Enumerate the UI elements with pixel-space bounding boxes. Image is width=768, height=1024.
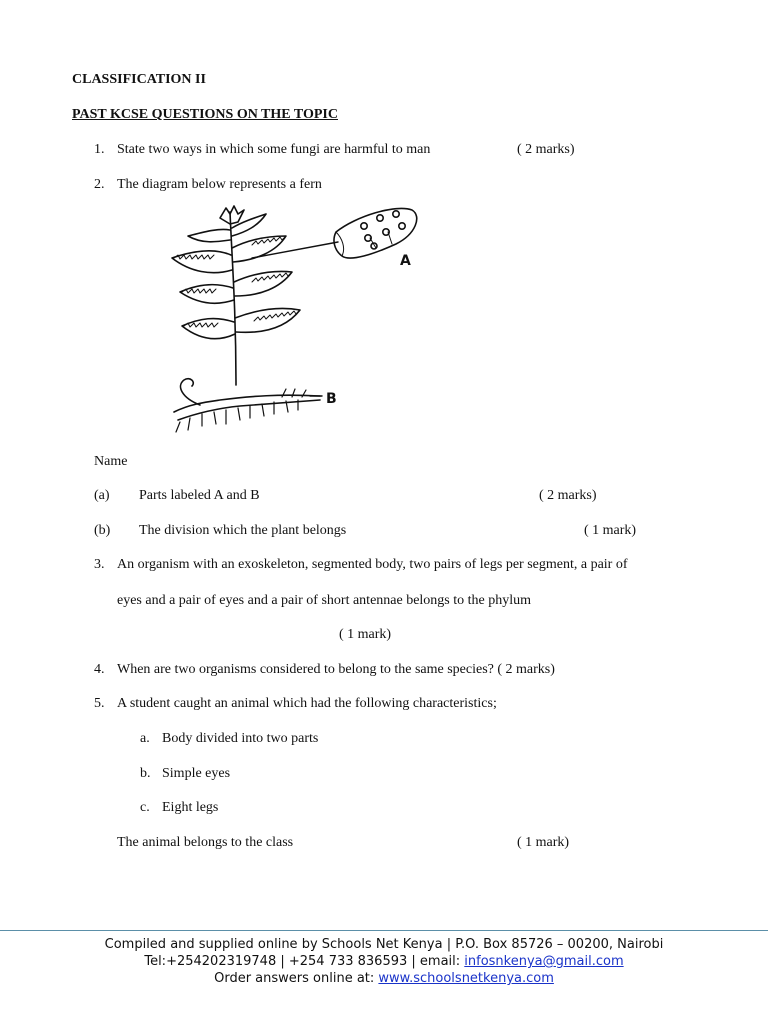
frond-left-1 [188,229,230,241]
q2a-letter: (a) [94,488,110,503]
section-heading: PAST KCSE QUESTIONS ON THE TOPIC [72,107,338,122]
q2a-marks: ( 2 marks) [539,488,597,503]
email-link[interactable]: infosnkenya@gmail.com [464,954,624,969]
q2b-text: The division which the plant belongs [139,523,347,538]
q2a-text: Parts labeled A and B [139,488,260,503]
footer-line1: Compiled and supplied online by Schools Net Kenya | P.O. Box 85726 – 00200, Nairobi [104,937,664,952]
q4-text: When are two organisms considered to belong to the same species? ( 2 marks) [117,662,555,677]
q5-item-text: Body divided into two parts [162,731,319,746]
q3-number: 3. [94,557,105,572]
frond-left-4 [182,319,235,339]
page-title: CLASSIFICATION II [72,72,206,87]
footer-order-text: Order answers online at: [214,971,379,986]
q5-item-text: Eight legs [162,800,219,815]
frond-right-4 [235,308,300,332]
q3-line2: eyes and a pair of eyes and a pair of short antennae belongs to the phylum [117,593,532,608]
q2b-letter: (b) [94,523,111,538]
q5-text: A student caught an animal which had the following characteristics; [117,696,497,711]
q5-marks: ( 1 mark) [517,835,570,850]
frond-left-2 [172,251,232,273]
q3-marks: ( 1 mark) [339,627,392,642]
label-a: A [400,253,411,269]
q5-item-text: Simple eyes [162,766,231,781]
footer-divider [0,930,768,931]
label-b: B [326,391,337,407]
footer-contact [0,953,768,970]
frond-left-3 [180,285,234,304]
fern-diagram [160,200,430,450]
fern-tip [220,206,244,224]
q2-number: 2. [94,177,105,192]
q5-item-letter: b. [140,766,151,781]
q5-item-letter: a. [140,731,150,746]
q5-class-text: The animal belongs to the class [117,835,294,850]
q1-marks: ( 2 marks) [517,142,575,157]
q2b-marks: ( 1 mark) [584,523,637,538]
q3-line1: An organism with an exoskeleton, segmented body, two pairs of legs per segment, a pair of [117,557,628,572]
young-frond [181,379,200,405]
q5-number: 5. [94,696,105,711]
website-link[interactable]: www.schoolsnetkenya.com [378,971,554,986]
q1-number: 1. [94,142,105,157]
fern-stem [230,212,236,385]
footer-phone-text: Tel:+254202319748 | +254 733 836593 | email: [144,954,465,969]
q5-item-letter: c. [140,800,150,815]
q1-text: State two ways in which some fungi are harmful to man [117,142,431,157]
q4-number: 4. [94,662,105,677]
footer-order [0,970,768,987]
q2-text: The diagram below represents a fern [117,177,322,192]
frond-right-1 [232,214,266,236]
name-instruction: Name [94,454,128,469]
magnified-pinna [334,208,417,258]
frond-right-2 [232,236,286,262]
